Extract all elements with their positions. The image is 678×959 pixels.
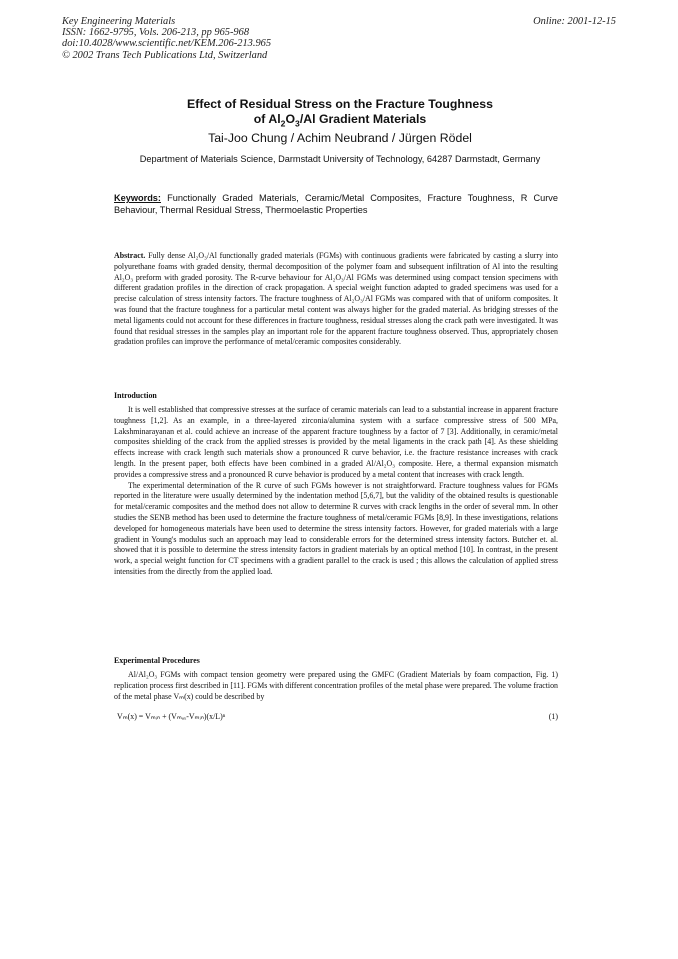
authors: Tai-Joo Chung / Achim Neubrand / Jürgen Rödel bbox=[208, 131, 472, 145]
equation-text: Vₘ(x) = Vₘᵢₙ + (Vₘₐₓ-Vₘᵢₙ)(x/L)ⁿ bbox=[117, 712, 226, 721]
paper-title bbox=[70, 97, 610, 127]
keywords-label: Keywords: bbox=[114, 193, 161, 203]
equation-1 bbox=[117, 712, 558, 722]
journal-header bbox=[62, 16, 422, 61]
keywords-text: Functionally Graded Materials, Ceramic/Metal Composites, Fracture Toughness, R Curve Behaviour, Thermal Residual Stress, Thermoelastic Properties bbox=[114, 193, 558, 215]
experimental-body bbox=[114, 670, 558, 702]
experimental-paragraph-1: Al/Al₂O₃ FGMs with compact tension geometry were prepared using the GMFC (Gradient Materials by foam compaction, Fig. 1) replication process first described in [11]. FGMs with different concentration profiles of the metal phase were prepared. The volume fraction of the metal phase Vₘ(x) could be described by bbox=[114, 670, 558, 701]
doi-link[interactable]: doi:10.4028/www.scientific.net/KEM.206-213.965 bbox=[62, 38, 272, 50]
equation-number: (1) bbox=[548, 712, 558, 721]
copyright-line: © 2002 Trans Tech Publications Ltd, Switzerland bbox=[62, 49, 268, 61]
abstract-label: Abstract. bbox=[114, 251, 146, 260]
abstract bbox=[114, 251, 558, 348]
introduction-heading: Introduction bbox=[114, 391, 157, 400]
online-date: Online: 2001-12-15 bbox=[533, 16, 616, 27]
experimental-heading: Experimental Procedures bbox=[114, 656, 200, 665]
issn-line: ISSN: 1662-9795, Vols. 206-213, pp 965-968 bbox=[62, 27, 250, 39]
title-line-1: Effect of Residual Stress on the Fracture Toughness bbox=[187, 97, 493, 111]
introduction-body bbox=[114, 405, 558, 578]
introduction-paragraph-1: It is well established that compressive stresses at the surface of ceramic materials can lead to a substantial increase in apparent fracture toughness [1,2]. As an example, in a three-layered zirconia/alumina system with a surface compressive stress of 500 MPa, Lakshminarayanan et al. could achieve an increase of the apparent fracture toughness by a factor of 7 [3]. Additionally, in ceramic/metal composites shielding of the crack from the applied stresses is provided by the metal ligaments in the crack path [4]. As these shielding effects increase with crack length such materials show a pronounced R curve behavior, i.e. the fracture resistance increases with crack length. In the present paper, both effects have been combined in a graded Al/Al₂O₃ composite. Here, a thermal expansion mismatch provides a compressive stress and a pronounced R curve behavior is produced by a metal content that increases with crack length. bbox=[114, 405, 558, 479]
keywords bbox=[114, 193, 558, 216]
title-line-2: of $Al_2O_3/Al$ Gradient Materials bbox=[253, 112, 427, 129]
introduction-paragraph-2: The experimental determination of the R curve of such FGMs however is not straightforward. Fracture toughness values for FGMs reported in the literature were usually determined by the indentation method [5,6,7], but the validity of the obtained results is questionable for metal/ceramic composites and the method does not allow to determine R curves with crack lengths in the order of several mm. In other studies the SENB method has been used to determine the fracture toughness of metal/ceramic FGMs [8,9]. In these investigations, relations developed for homogeneous materials have been used to determine the stress intensity factors. However, for graded materials with a large gradient in Young's modulus such an approach may lead to considerable errors for the determined stress intensity factors. Butcher et. al. showed that it is possible to determine the stress intensity factors in gradient materials by an optical method [10]. In contrast, in the present work, a special weight function for CT specimens with a gradient parallel to the crack is used ; this allows the calculation of applied stress intensities from the directly from the applied load. bbox=[114, 480, 558, 576]
affiliation: Department of Materials Science, Darmstadt University of Technology, 64287 Darmstadt, Germany bbox=[139, 154, 541, 164]
abstract-text: Fully dense Al₂O₃/Al functionally graded materials (FGMs) with continuous gradients were fabricated by casting a slurry into polyurethane foams with graded density, thermal decomposition of the polymer foam and subsequent infiltration of Al into the resulting Al₂O₃ preform with graded porosity. The R-curve behaviour for Al₂O₃/Al FGMs was determined using compact tension specimens with different gradation profiles in the direction of crack propagation. A special weight function adapted to graded specimens was used for a precise calculation of stress intensity factors. The fracture toughness of Al₂O₃/Al FGMs was compared with that of uniform composites. It was found that the fracture toughness for a particular metal content was always higher for the graded material. As bridging stresses of the metal ligaments could not account for these differences in fracture toughness, residual stresses along the crack path were investigated. It was found that residual stresses in the samples play an important role for the apparent fracture toughness observed. Thus, appropriately chosen gradation profiles can improve the performance of metal/ceramic composites considerably. bbox=[114, 251, 558, 347]
journal-name: Key Engineering Materials bbox=[62, 16, 176, 27]
